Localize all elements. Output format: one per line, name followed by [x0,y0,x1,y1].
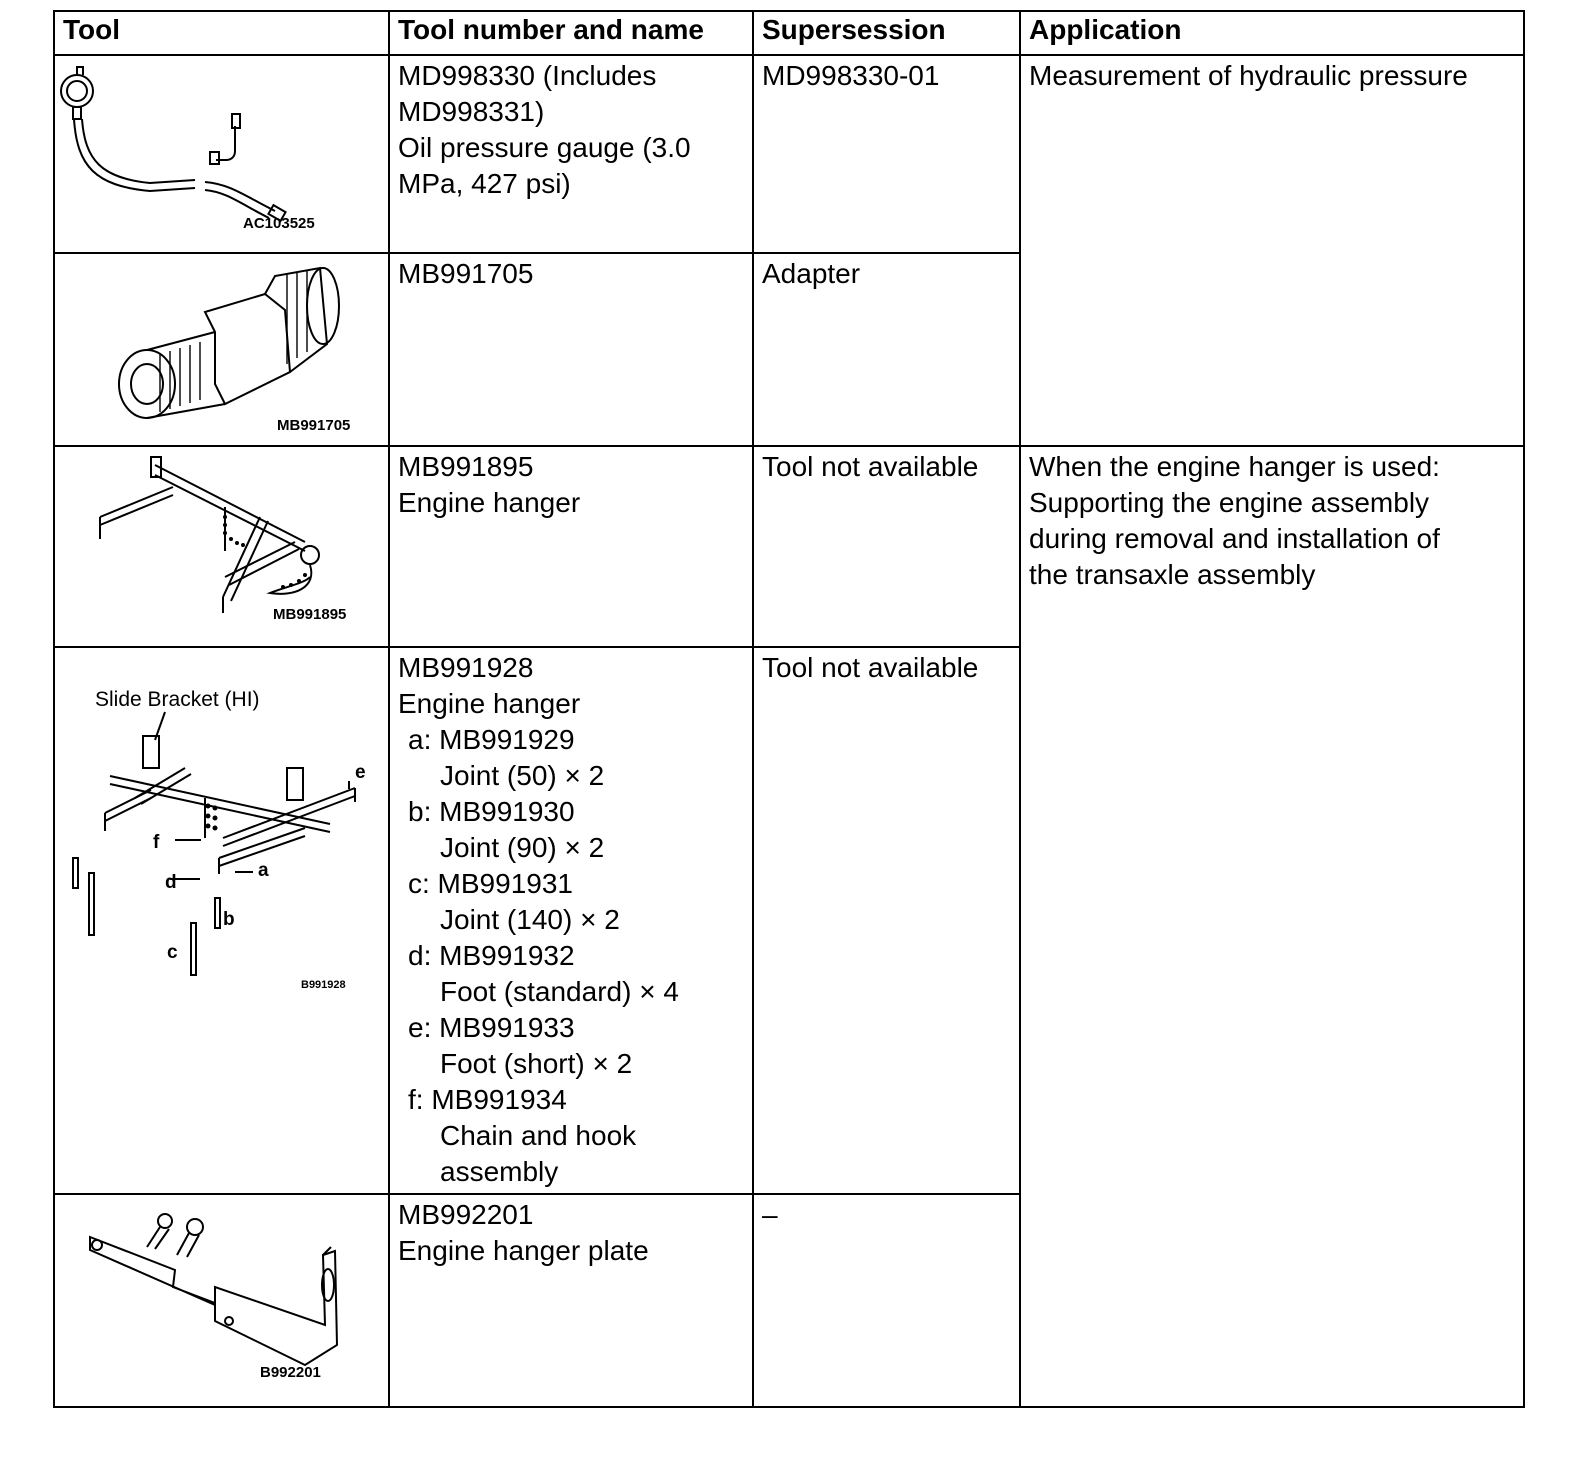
tool-number-name-cell [389,1194,753,1407]
tool-name-line: MPa, 427 psi) [398,168,571,199]
tool-number-line: MD998330 (Includes [398,60,657,91]
tool-number-name-cell [389,55,753,253]
engine-hanger-kit-illustration [55,648,382,1193]
header-application: Application [1020,11,1524,55]
tool-number-name-cell [389,647,753,1194]
supersession-cell: Tool not available [753,647,1020,1194]
tool-name-line: Engine hanger [398,487,581,518]
supersession-cell: Tool not available [753,446,1020,647]
image-tag: B992201 [260,1364,321,1381]
component-desc: Joint (50) × 2 [440,760,605,791]
tool-image-cell [54,446,389,647]
tool-image-cell [54,55,389,253]
application-text: during removal and installation of [1029,523,1440,554]
supersession-cell: MD998330-01 [753,55,1020,253]
image-tag: MB991895 [273,606,347,623]
application-cell [1020,446,1524,1407]
callout-c: c [167,942,178,963]
table-row [54,55,1524,253]
engine-hanger-plate-illustration [55,1195,382,1406]
application-text: Measurement of hydraulic pressure [1029,60,1468,91]
component-code: a: MB991929 [408,724,575,755]
header-supersession: Supersession [753,11,1020,55]
component-desc: Joint (90) × 2 [440,832,605,863]
component-desc: Chain and hook [440,1120,637,1151]
table-row [54,446,1524,647]
tool-number-line: MB991928 [398,652,534,683]
header-tool-number-name: Tool number and name [389,11,753,55]
application-text: When the engine hanger is used: [1029,451,1440,482]
callout-d: d [165,872,177,893]
image-tag: MB991705 [277,417,351,434]
supersession-cell: Adapter [753,253,1020,446]
component-desc: Joint (140) × 2 [440,904,620,935]
supersession-cell: – [753,1194,1020,1407]
tool-number-line: MB992201 [398,1199,534,1230]
header-row [54,11,1524,55]
tool-image-cell [54,647,389,1194]
tool-name-line: Engine hanger plate [398,1235,649,1266]
callout-b: b [223,909,235,930]
oil-pressure-gauge-illustration [55,56,382,252]
engine-hanger-illustration [55,447,382,646]
image-caption: Slide Bracket (HI) [95,688,260,711]
component-desc: Foot (short) × 2 [440,1048,633,1079]
tool-number-name-cell [389,253,753,446]
component-desc: assembly [440,1156,559,1187]
application-text: the transaxle assembly [1029,559,1316,590]
tool-name-line: Oil pressure gauge (3.0 [398,132,691,163]
component-code: f: MB991934 [408,1084,567,1115]
application-text: Supporting the engine assembly [1029,487,1430,518]
tool-name-line: Engine hanger [398,688,581,719]
application-cell [1020,55,1524,446]
tool-number-line: MD998331) [398,96,545,127]
component-desc: Foot (standard) × 4 [440,976,679,1007]
component-code: d: MB991932 [408,940,575,971]
tool-number-line: MB991895 [398,451,534,482]
adapter-illustration [55,254,382,445]
component-code: b: MB991930 [408,796,575,827]
tool-number-line: MB991705 [398,258,534,289]
component-code: e: MB991933 [408,1012,575,1043]
image-tag: AC103525 [243,215,315,232]
callout-e: e [355,762,366,783]
callout-a: a [258,860,269,881]
special-tools-table [53,10,1525,1408]
callout-f: f [153,832,160,853]
tool-number-name-cell [389,446,753,647]
component-code: c: MB991931 [408,868,573,899]
tool-image-cell [54,253,389,446]
image-tag: B991928 [301,979,346,991]
tool-image-cell [54,1194,389,1407]
header-tool: Tool [54,11,389,55]
